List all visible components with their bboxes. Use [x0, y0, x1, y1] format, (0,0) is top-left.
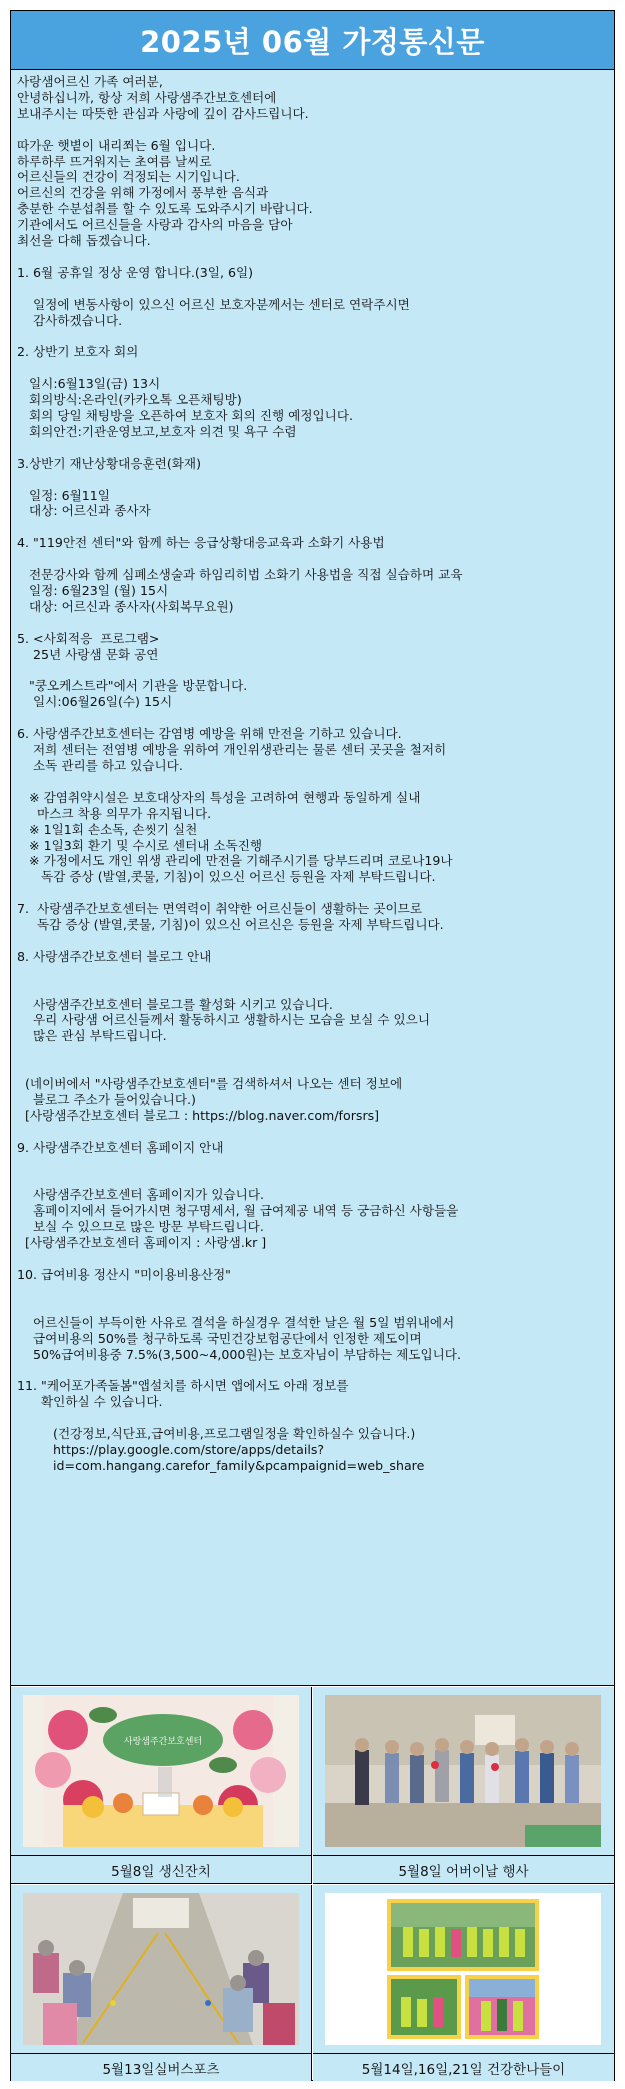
silver-sports-photo [23, 1893, 299, 2045]
newsletter-title: 2025년 06월 가정통신문 [140, 24, 485, 59]
newsletter-body: 사랑샘어르신 가족 여러분, 안녕하십니까, 항상 저희 사랑샘주간보호센터에 보내주시는 따뜻한 관심과 사랑에 깊이 감사드립니다. 따가운 햇볕이 내리쬐는 6월 입니다. 하루하루 뜨거워지는 초여름 날씨로 어르신들의 건강이 걱정되는 시기입니다. 어르신의 건강을 위해 가정에서 풍부한 음식과 충분한 수분섭취를 할 수 있도록 도와주시기 바랍니다. 기관에서도 어르신들을 사랑과 감사의 마음을 담아 최선을 다해 돕겠습니다. 1. 6월 공휴일 정상 운영 합니다.(3일, 6일) 일정에 변동사항이 있으신 어르신 보호자분께서는 센터로 연락주시면 감사하겠습니다. 2. 상반기 보호자 회의 일시:6월13일(금) 13시 회의방식:온라인(카카오톡 오픈채팅방) 회의 당일 채팅방을 오픈하여 보호자 회의 진행 예정입니다. 회의안건:기관운영보고,보호자 의견 및 욕구 수렴 3.상반기 재난상황대응훈련(화재) 일정: 6월11일 대상: 어르신과 종사자 4. "119안전 센터"와 함께 하는 응급상황대응교육과 소화기 사용법 전문강사와 함께 심폐소생술과 하임리히법 소화기 사용법을 직접 실습하며 교육 일정: 6월23일 (월) 15시 대상: 어르신과 종사자(사회복무요원) 5. <사회적응 프로그램> 25년 사랑샘 문화 공연 "쿵오케스트라"에서 기관을 방문합니다. 일시:06월26일(수) 15시 6. 사랑샘주간보호센터는 감염병 예방을 위해 만전을 기하고 있습니다. 저희 센터는 전염병 예방을 위하여 개인위생관리는 물론 센터 곳곳을 철저히 소독 관리를 하고 있습니다. ※ 감염취약시설은 보호대상자의 특성을 고려하여 현행과 동일하게 실내 마스크 착용 의무가 유지됩니다. ※ 1일1회 손소독, 손씻기 실천 ※ 1일3회 환기 및 수시로 센터내 소독진행 ※ 가정에서도 개인 위생 관리에 만전을 기해주시기를 당부드리며 코로나19나 독감 증상 (발열,콧물, 기침)이 있으신 어르신 등원을 자제 부탁드립니다. 7. 사랑샘주간보호센터는 면역력이 취약한 어르신들이 생활하는 곳이므로 독감 증상 (발열,콧물, 기침)이 있으신 어르신은 등원을 자제 부탁드립니다. 8. 사랑샘주간보호센터 블로그 안내 사랑샘주간보호센터 블로그를 활성화 시키고 있습니다. 우리 사랑샘 어르신들께서 활동하시고 생활하시는 모습을 보실 수 있으니 많은 관심 부탁드립니다. (네이버에서 "사랑샘주간보호센터"를 검색하셔서 나오는 센터 정보에 블로그 주소가 들어있습니다.) [사랑샘주간보호센터 블로그 : https://blog.naver.com/forsrs] 9. 사랑샘주간보호센터 홈페이지 안내 사랑샘주간보호센터 홈페이지가 있습니다. 홈페이지에서 들어가시면 청구명세서, 월 급여제공 내역 등 궁금하신 사항들을 보실 수 있으므로 많은 방문 부탁드립니다. [사랑샘주간보호센터 홈페이지 : 사랑샘.kr ] 10. 급여비용 정산시 "미이용비용산정" 어르신들이 부득이한 사유로 결석을 하실경우 결석한 날은 월 5일 범위내에서 급여비용의 50%를 청구하도록 국민건강보험공단에서 인정한 제도이며 50%급여비용중 7.5%(3,500~4,000원)는 보호자님이 부담하는 제도입니다. 11. "케어포가족돌봄"앱설치를 하시면 앱에서도 아래 정보를 확인하실 수 있습니다. (건강정보,식단표,급여비용,프로그램일정을 확인하실수 있습니다.) https://play.google.com/store/apps/details? id=com.hangang.carefor_family&pcampaignid=web_share [11, 70, 614, 1686]
photo-caption: 5월8일 어버이날 행사 [313, 1855, 614, 1883]
center-sign-text: 사랑샘주간보호센터 [123, 1737, 203, 1747]
parents-day-photo [325, 1695, 601, 1847]
outing-collage-photo [325, 1893, 601, 2045]
newsletter-sheet [10, 10, 615, 2081]
photo-cell-silver-sports [11, 1885, 312, 2081]
photo-caption: 5월8일 생신잔치 [11, 1855, 311, 1883]
birthday-party-photo [23, 1695, 299, 1847]
photo-cell-parents-day [313, 1687, 614, 1884]
photo-caption: 5월14일,16일,21일 건강한나들이 [313, 2053, 614, 2081]
photo-cell-outing [313, 1885, 614, 2081]
photo-cell-birthday [11, 1687, 312, 1884]
photo-grid [11, 1687, 614, 2081]
title-bar [11, 11, 614, 70]
photo-caption: 5월13일실버스포츠 [11, 2053, 311, 2081]
